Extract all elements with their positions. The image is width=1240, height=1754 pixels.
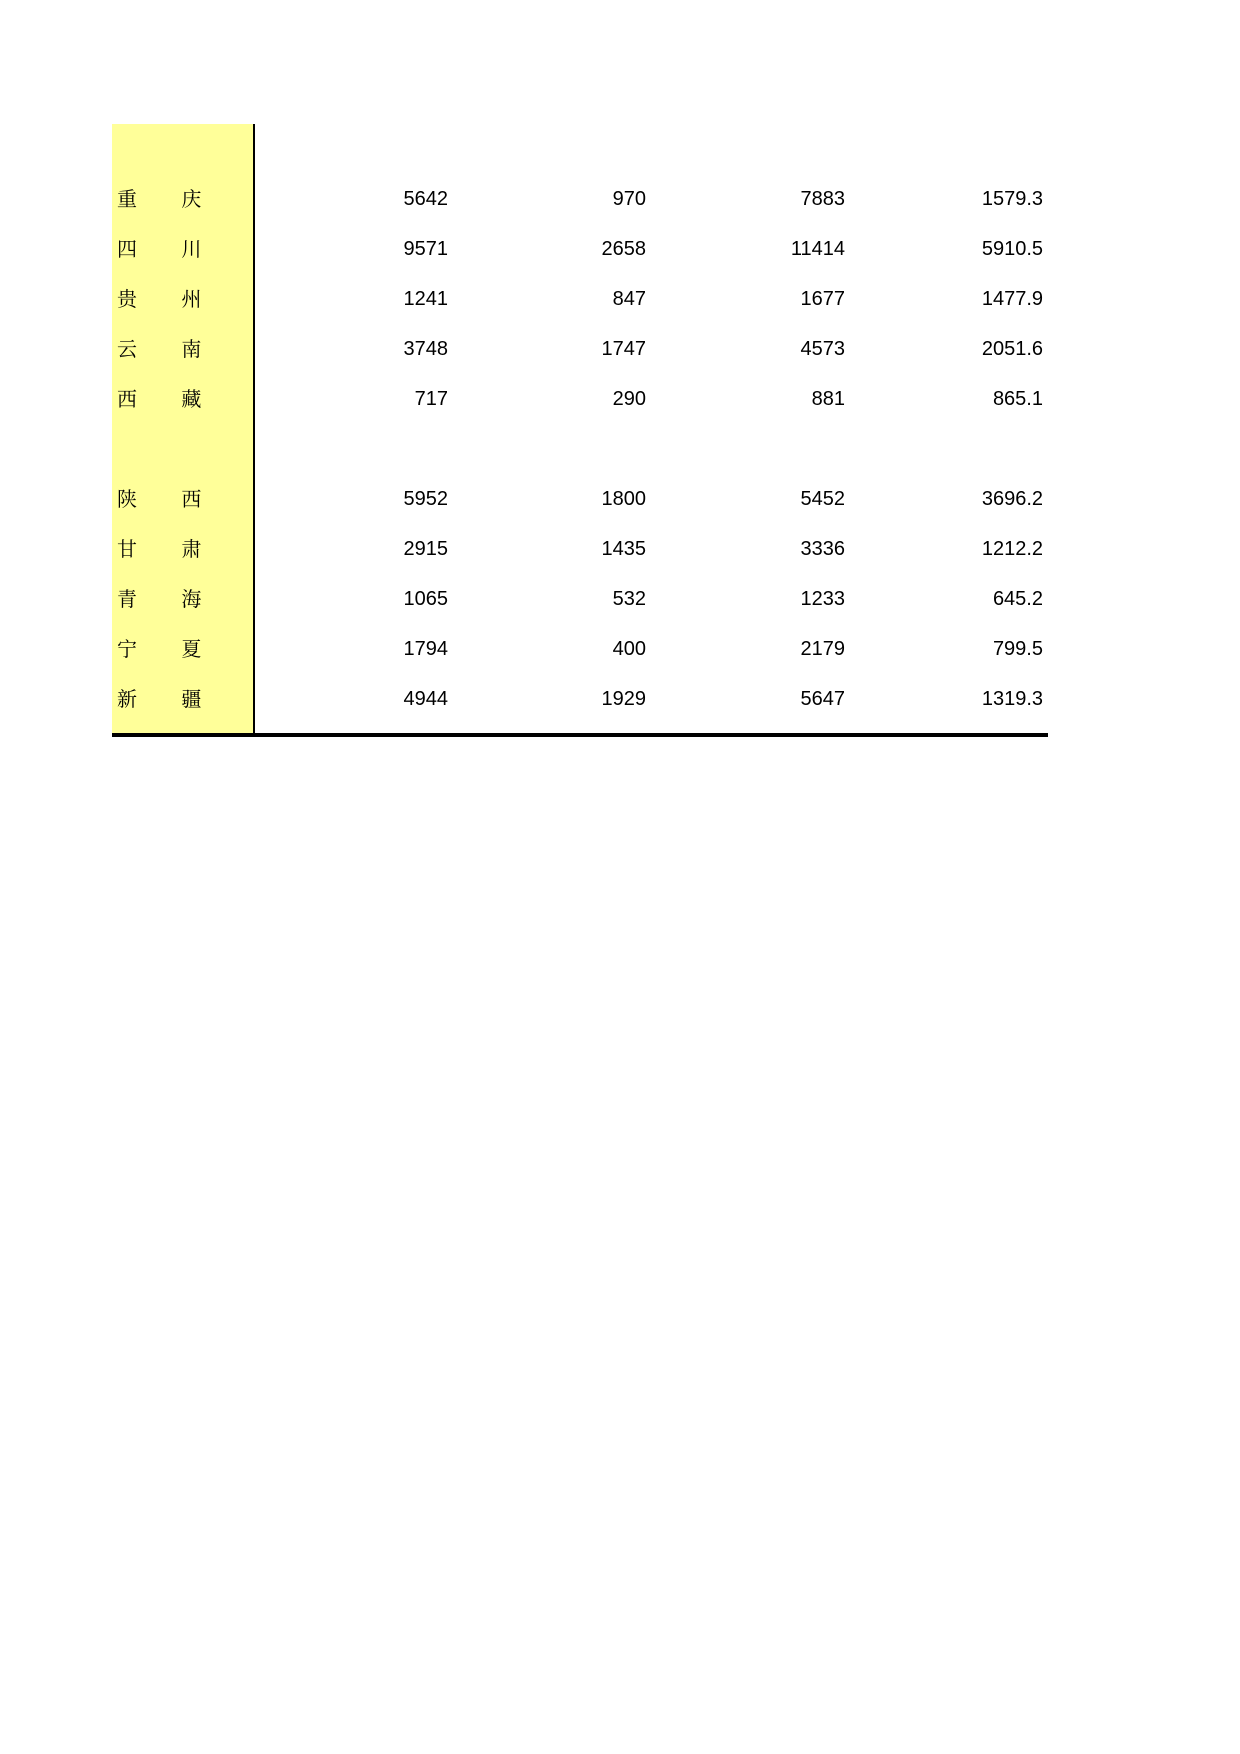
region-name: 西 藏 <box>117 387 221 411</box>
value-col-4: 1212.2 <box>981 538 1043 560</box>
value-col-4: 799.5 <box>992 638 1043 660</box>
value-col-4: 5910.5 <box>981 238 1043 260</box>
table-row <box>112 624 1048 674</box>
table-row <box>112 474 1048 524</box>
table-row <box>112 174 1048 224</box>
value-col-3: 5452 <box>800 488 845 510</box>
data-table <box>112 124 1048 736</box>
value-col-2: 290 <box>612 388 646 410</box>
value-col-2: 1929 <box>601 688 646 710</box>
value-col-1: 1065 <box>403 588 448 610</box>
region-name: 陕 西 <box>117 487 221 511</box>
value-col-1: 5642 <box>403 188 448 210</box>
value-col-4: 645.2 <box>992 588 1043 610</box>
value-col-3: 4573 <box>800 338 845 360</box>
value-col-4: 1319.3 <box>981 688 1043 710</box>
region-name: 重 庆 <box>117 187 221 211</box>
table-row <box>112 324 1048 374</box>
region-name: 云 南 <box>117 337 221 361</box>
region-name: 甘 肃 <box>117 537 221 561</box>
table-row <box>112 224 1048 274</box>
value-col-1: 1241 <box>403 288 448 310</box>
value-col-4: 2051.6 <box>981 338 1043 360</box>
value-col-4: 3696.2 <box>981 488 1043 510</box>
table-bottom-border <box>112 733 1048 737</box>
region-name: 新 疆 <box>117 687 221 711</box>
value-col-1: 9571 <box>403 238 448 260</box>
value-col-1: 1794 <box>403 638 448 660</box>
region-name: 贵 州 <box>117 287 221 311</box>
value-col-2: 1435 <box>601 538 646 560</box>
region-name: 宁 夏 <box>117 637 221 661</box>
value-col-2: 532 <box>612 588 646 610</box>
value-col-4: 1477.9 <box>981 288 1043 310</box>
value-col-3: 5647 <box>800 688 845 710</box>
value-col-2: 970 <box>612 188 646 210</box>
value-col-2: 400 <box>612 638 646 660</box>
value-col-2: 1747 <box>601 338 646 360</box>
value-col-3: 11414 <box>790 238 845 260</box>
value-col-1: 2915 <box>403 538 448 560</box>
table-row <box>112 374 1048 424</box>
value-col-3: 881 <box>811 388 845 410</box>
value-col-4: 1579.3 <box>981 188 1043 210</box>
value-col-2: 1800 <box>601 488 646 510</box>
value-col-3: 3336 <box>800 538 845 560</box>
value-col-1: 3748 <box>403 338 448 360</box>
value-col-4: 865.1 <box>992 388 1043 410</box>
table-row <box>112 524 1048 574</box>
value-col-2: 2658 <box>601 238 646 260</box>
region-name: 四 川 <box>117 237 221 261</box>
table-row <box>112 674 1048 724</box>
region-name: 青 海 <box>117 587 221 611</box>
value-col-3: 1677 <box>800 288 845 310</box>
value-col-2: 847 <box>612 288 646 310</box>
value-col-3: 2179 <box>800 638 845 660</box>
value-col-1: 5952 <box>403 488 448 510</box>
value-col-3: 1233 <box>800 588 845 610</box>
table-row <box>112 274 1048 324</box>
table-row <box>112 574 1048 624</box>
value-col-1: 4944 <box>403 688 448 710</box>
value-col-3: 7883 <box>800 188 845 210</box>
value-col-1: 717 <box>414 388 448 410</box>
